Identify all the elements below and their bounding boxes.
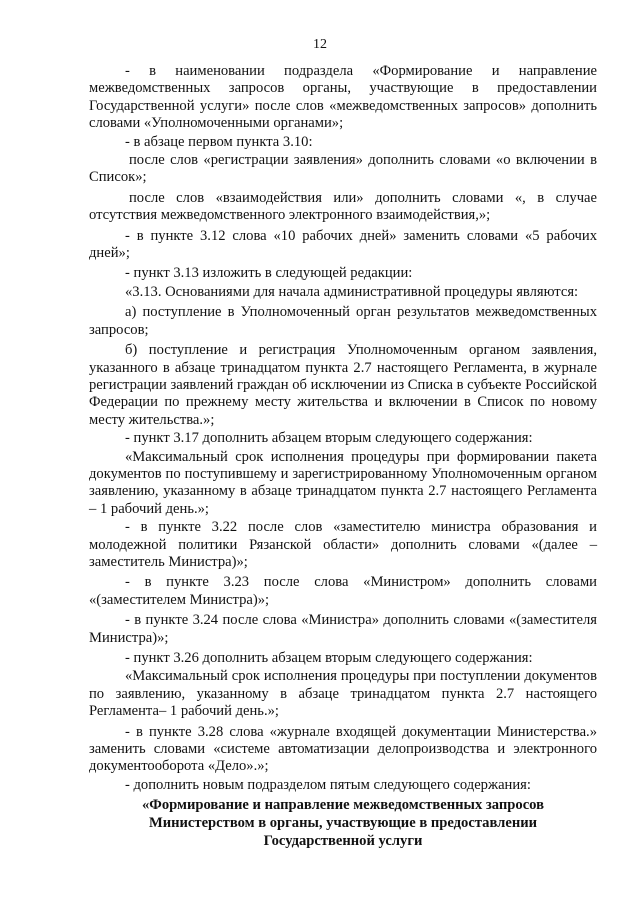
- paragraph: - в пункте 3.28 слова «журнале входящей документации Министерства.» заменить словами «системе автоматизации делопроизводства и электронного документооборота «Дело».»;: [89, 723, 597, 775]
- paragraph: после слов «регистрации заявления» дополнить словами «о включении в Список»;: [89, 152, 597, 186]
- paragraph: «3.13. Основаниями для начала административной процедуры являются:: [125, 283, 579, 300]
- paragraph: - в наименовании подраздела «Формирование и направление межведомственных запросов органы, участвующие в предоставлении Государственной услуги» после слов «межведомственных запросов» дополнить словами «Уполномоченными органами»;: [89, 63, 597, 132]
- paragraph: - дополнить новым подразделом пятым следующего содержания:: [125, 776, 531, 793]
- paragraph: «Максимальный срок исполнения процедуры при формировании пакета документов по поступившему и зарегистрированному Уполномоченным органом заявлению, указанному в абзаце тринадцатом пункта 2.7 настоящего Регламента – 1 рабочий день.»;: [89, 448, 597, 517]
- paragraph: после слов «взаимодействия или» дополнить словами «, в случае отсутствия межведомственного электронного взаимодействия,»;: [89, 189, 597, 224]
- paragraph: - в абзаце первом пункта 3.10:: [125, 133, 313, 150]
- heading-line: «Формирование и направление межведомственных запросов: [142, 797, 544, 814]
- heading-line: Государственной услуги: [263, 833, 423, 850]
- paragraph: - пункт 3.13 изложить в следующей редакции:: [125, 265, 413, 282]
- document-body: [89, 63, 597, 850]
- paragraph: - в пункте 3.23 после слова «Министром» дополнить словами «(заместителем Министра)»;: [89, 574, 597, 608]
- subsection-heading: [89, 796, 597, 850]
- paragraph: - в пункте 3.22 после слов «заместителю министра образования и молодежной политики Рязанской области» дополнить словами «(далее – заместитель Министра)»;: [89, 519, 597, 570]
- paragraph: - в пункте 3.24 после слова «Министра» дополнить словами «(заместителя Министра)»;: [89, 612, 597, 646]
- paragraph: - пункт 3.17 дополнить абзацем вторым следующего содержания:: [125, 430, 533, 447]
- paragraph: а) поступление в Уполномоченный орган результатов межведомственных запросов;: [89, 304, 597, 338]
- paragraph: - в пункте 3.12 слова «10 рабочих дней» заменить словами «5 рабочих дней»;: [89, 227, 597, 262]
- paragraph: - пункт 3.26 дополнить абзацем вторым следующего содержания:: [125, 650, 533, 666]
- paragraph: «Максимальный срок исполнения процедуры при поступлении документов по заявлению, указанному в абзаце тринадцатом пункта 2.7 настоящего Регламента– 1 рабочий день.»;: [89, 668, 597, 720]
- page-number: 12: [313, 37, 327, 52]
- paragraph: б) поступление и регистрация Уполномоченным органом заявления, указанного в абзаце тринадцатом пункта 2.7 настоящего Регламента, в журнале регистрации заявлений граждан об исключении из Списка в субъекте Российской Федерации по прежнему месту жительства и включении в Список по новому месту жительства.»;: [89, 342, 597, 428]
- heading-line: Министерством в органы, участвующие в предоставлении: [148, 815, 538, 832]
